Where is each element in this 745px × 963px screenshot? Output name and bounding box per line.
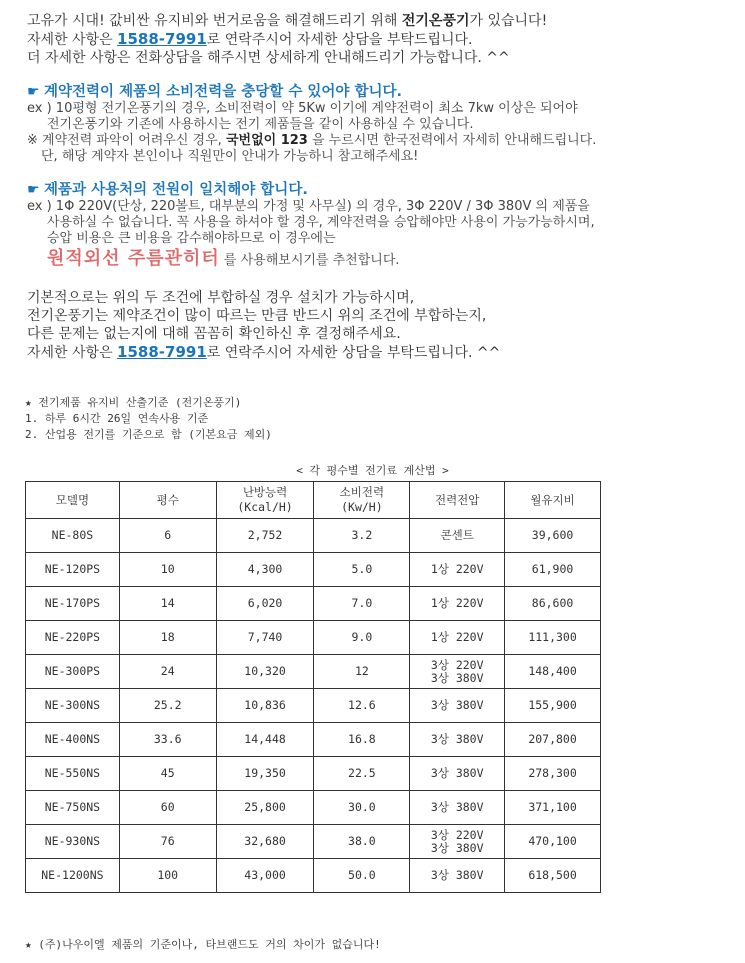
intro-line-1: 고유가 시대! 값비싼 유지비와 번거로움을 해결해드리기 위해 전기온풍기가 있습니다!	[27, 13, 548, 29]
cell-heating: 4,300	[216, 553, 314, 587]
table-row	[26, 859, 601, 893]
cell-power: 12.6	[314, 689, 410, 723]
intro-line-2: 자세한 사항은 1588-7991로 연락주시어 자세한 상담을 부탁드립니다.	[27, 30, 473, 48]
cell-monthly-cost: 470,100	[505, 825, 601, 859]
intro-section	[27, 12, 596, 362]
cell-monthly-cost: 618,500	[505, 859, 601, 893]
cell-voltage: 3상 380V	[410, 859, 505, 893]
recommended-product: 원적외선 주름관히터	[47, 248, 220, 269]
closing-line-1: 기본적으로는 위의 두 조건에 부합하실 경우 설치가 가능하시며,	[27, 290, 415, 306]
cell-power: 7.0	[314, 587, 410, 621]
cell-voltage: 3상 220V 3상 380V	[410, 655, 505, 689]
cell-voltage: 3상 380V	[410, 689, 505, 723]
section1-title-row	[27, 83, 596, 101]
table-body	[26, 519, 601, 893]
closing-line-3: 다른 문제는 없는지에 대해 꼼꼼히 확인하신 후 결정해주세요.	[27, 326, 401, 342]
cell-heating: 2,752	[216, 519, 314, 553]
section1-example-1: ex ) 10평형 전기온풍기의 경우, 소비전력이 약 5Kw 이기에 계약전력이 최소 7kw 이상은 되어야	[27, 101, 578, 116]
table-header-row	[26, 482, 601, 519]
cell-monthly-cost: 278,300	[505, 757, 601, 791]
cell-power: 30.0	[314, 791, 410, 825]
cell-power: 5.0	[314, 553, 410, 587]
cell-monthly-cost: 371,100	[505, 791, 601, 825]
cell-power: 12	[314, 655, 410, 689]
cell-power: 50.0	[314, 859, 410, 893]
section2-title-row	[27, 181, 596, 199]
section1-example-2: 전기온풍기와 기존에 사용하시는 전기 제품들을 같이 사용하실 수 있습니다.	[47, 117, 474, 132]
cell-model: NE-170PS	[26, 587, 120, 621]
table-row	[26, 519, 601, 553]
cell-model: NE-80S	[26, 519, 120, 553]
cell-voltage: 3상 380V	[410, 791, 505, 825]
section1-title: 계약전력이 제품의 소비전력을 충당할 수 있어야 합니다.	[44, 84, 402, 100]
cell-heating: 14,448	[216, 723, 314, 757]
cell-monthly-cost: 155,900	[505, 689, 601, 723]
cell-heating: 7,740	[216, 621, 314, 655]
cell-heating: 10,836	[216, 689, 314, 723]
cell-heating: 6,020	[216, 587, 314, 621]
cell-pyeong: 60	[119, 791, 216, 825]
cell-voltage: 1상 220V	[410, 621, 505, 655]
cell-model: NE-300PS	[26, 655, 120, 689]
header-model: 모델명	[26, 482, 120, 519]
header-pyeong: 평수	[119, 482, 216, 519]
cell-pyeong: 100	[119, 859, 216, 893]
cell-pyeong: 6	[119, 519, 216, 553]
cell-model: NE-220PS	[26, 621, 120, 655]
header-heating: 난방능력 (Kcal/H)	[216, 482, 314, 519]
cell-voltage: 1상 220V	[410, 587, 505, 621]
notes-item-2: 2. 산업용 전기를 기준으로 함 (기본요금 제외)	[25, 428, 272, 441]
table-row	[26, 825, 601, 859]
cell-model: NE-120PS	[26, 553, 120, 587]
table-row	[26, 723, 601, 757]
table-row	[26, 655, 601, 689]
cell-power: 3.2	[314, 519, 410, 553]
cell-voltage: 1상 220V	[410, 553, 505, 587]
pointing-hand-icon: ☛	[27, 182, 40, 198]
section2-recommend: 원적외선 주름관히터 를 사용해보시기를 추천합니다.	[27, 247, 596, 273]
table-row	[26, 553, 601, 587]
table-row	[26, 791, 601, 825]
cell-pyeong: 33.6	[119, 723, 216, 757]
cell-pyeong: 25.2	[119, 689, 216, 723]
table-caption: < 각 평수별 전기료 계산법 >	[296, 464, 449, 477]
closing-line-4: 자세한 사항은 1588-7991로 연락주시어 자세한 상담을 부탁드립니다. ^^	[27, 343, 501, 361]
notes-item-1: 1. 하루 6시간 26일 연속사용 기준	[25, 412, 209, 425]
cell-voltage: 3상 380V	[410, 723, 505, 757]
cell-voltage: 3상 220V 3상 380V	[410, 825, 505, 859]
cell-power: 22.5	[314, 757, 410, 791]
cell-power: 9.0	[314, 621, 410, 655]
cell-model: NE-400NS	[26, 723, 120, 757]
cell-pyeong: 45	[119, 757, 216, 791]
cell-power: 16.8	[314, 723, 410, 757]
cell-heating: 32,680	[216, 825, 314, 859]
cell-voltage: 3상 380V	[410, 757, 505, 791]
cell-model: NE-550NS	[26, 757, 120, 791]
cell-monthly-cost: 148,400	[505, 655, 601, 689]
cell-monthly-cost: 207,800	[505, 723, 601, 757]
cell-model: NE-930NS	[26, 825, 120, 859]
cell-heating: 43,000	[216, 859, 314, 893]
section2-title: 제품과 사용처의 전원이 일치해야 합니다.	[44, 182, 308, 198]
cell-pyeong: 10	[119, 553, 216, 587]
cell-heating: 25,800	[216, 791, 314, 825]
footer-note: ★ (주)나우이엘 제품의 기준이나, 타브랜드도 거의 차이가 없습니다!	[25, 938, 381, 951]
cell-model: NE-1200NS	[26, 859, 120, 893]
cost-basis-notes	[25, 395, 272, 443]
cell-pyeong: 18	[119, 621, 216, 655]
cost-table	[25, 481, 601, 893]
section2-example-2: 사용하실 수 없습니다. 꼭 사용을 하셔야 할 경우, 계약전력을 승압해야만 사용이 가능가능하시며,	[47, 215, 595, 230]
header-power: 소비전력 (Kw/H)	[314, 482, 410, 519]
cell-monthly-cost: 86,600	[505, 587, 601, 621]
cell-monthly-cost: 39,600	[505, 519, 601, 553]
cell-power: 38.0	[314, 825, 410, 859]
phone-number-link[interactable]: 1588-7991	[117, 30, 207, 48]
header-voltage: 전력전압	[410, 482, 505, 519]
kepco-number: 국번없이 123	[225, 133, 308, 148]
section1-note-2: 단, 해당 계약자 본인이나 직원만이 안내가 가능하니 참고해주세요!	[41, 149, 419, 164]
cell-voltage: 콘센트	[410, 519, 505, 553]
table-row	[26, 621, 601, 655]
cell-heating: 19,350	[216, 757, 314, 791]
intro-line-3: 더 자세한 사항은 전화상담을 해주시면 상세하게 안내해드리기 가능합니다. ^^	[27, 50, 510, 66]
cell-heating: 10,320	[216, 655, 314, 689]
cell-pyeong: 24	[119, 655, 216, 689]
pointing-hand-icon: ☛	[27, 84, 40, 100]
notes-title: ★ 전기제품 유지비 산출기준 (전기온풍기)	[25, 396, 242, 409]
product-name-bold: 전기온풍기	[401, 13, 470, 29]
section2-example-1: ex ) 1Φ 220V(단상, 220볼트, 대부분의 가정 및 사무실) 의 경우, 3Φ 220V / 3Φ 380V 의 제품을	[27, 199, 590, 214]
phone-number-link[interactable]: 1588-7991	[117, 343, 207, 361]
cell-model: NE-300NS	[26, 689, 120, 723]
table-row	[26, 587, 601, 621]
cell-model: NE-750NS	[26, 791, 120, 825]
cell-pyeong: 14	[119, 587, 216, 621]
cell-monthly-cost: 61,900	[505, 553, 601, 587]
header-monthly-cost: 월유지비	[505, 482, 601, 519]
section1-note-1: ※ 계약전력 파악이 어려우신 경우, 국번없이 123 을 누르시면 한국전력에서 자세히 안내해드립니다.	[27, 133, 597, 148]
cell-monthly-cost: 111,300	[505, 621, 601, 655]
table-row	[26, 689, 601, 723]
section2-example-3: 승압 비용은 큰 비용을 감수해야하므로 이 경우에는	[47, 231, 336, 246]
closing-line-2: 전기온풍기는 제약조건이 많이 따르는 만큼 반드시 위의 조건에 부합하는지,	[27, 308, 487, 324]
table-row	[26, 757, 601, 791]
cell-pyeong: 76	[119, 825, 216, 859]
